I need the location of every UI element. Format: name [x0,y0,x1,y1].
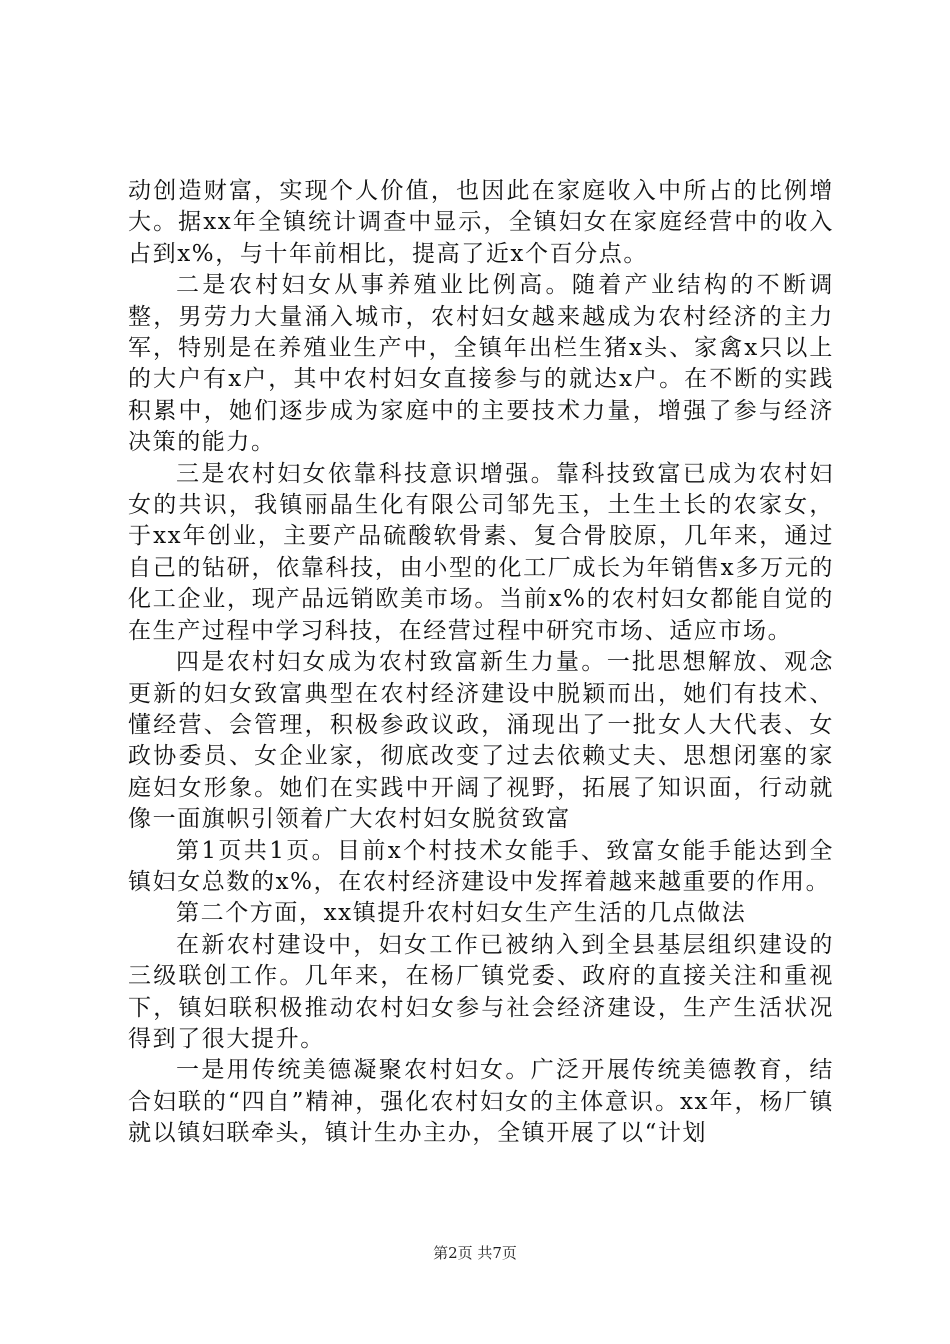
section-heading: 第二个方面，xx镇提升农村妇女生产生活的几点做法 [176,900,747,927]
paragraph-women-experts: 第1页共1页。目前x个村技术女能手、致富女能手能达到全镇妇女总数的x%，在农村经济建设中发挥着越来越重要的作用。 [128,837,835,895]
paragraph-breeding-industry: 二是农村妇女从事养殖业比例高。随着产业结构的不断调整，男劳力大量涌入城市，农村妇女越来越成为农村经济的主力军，特别是在养殖业生产中，全镇年出栏生猪x头、家禽x只以上的大户有x户，其中农村妇女直接参与的就达x户。在不断的实践积累中，她们逐步成为家庭中的主要技术力量，增强了参与经济决策的能力。 [128,272,834,456]
paragraph-science-technology: 三是农村妇女依靠科技意识增强。靠科技致富已成为农村妇女的共识，我镇丽晶生化有限公司邹先玉，土生土长的农家女，于xx年创业，主要产品硫酸软骨素、复合骨胶原，几年来，通过自己的钻研，依靠科技，由小型的化工厂成长为年销售x多万元的化工企业，现产品远销欧美市场。当前x%的农村妇女都能自觉的在生产过程中学习科技，在经营过程中研究市场、适应市场。 [128,460,834,644]
paragraph-traditional-virtues: 一是用传统美德凝聚农村妇女。广泛开展传统美德教育，结合妇联的“四自”精神，强化农村妇女的主体意识。xx年，杨厂镇就以镇妇联牵头，镇计生办主办，全镇开展了以“计划 [128,1057,834,1147]
document-body [128,176,834,1150]
paragraph-new-countryside: 在新农村建设中，妇女工作已被纳入到全县基层组织建设的三级联创工作。几年来，在杨厂镇党委、政府的直接关注和重视下，镇妇联积极推动农村妇女参与社会经济建设，生产生活状况得到了很大提升。 [128,931,834,1052]
paragraph-new-force: 四是农村妇女成为农村致富新生力量。一批思想解放、观念更新的妇女致富典型在农村经济建设中脱颖而出，她们有技术、懂经营、会管理，积极参政议政，涌现出了一批女人大代表、女政协委员、女企业家，彻底改变了过去依赖丈夫、思想闭塞的家庭妇女形象。她们在实践中开阔了视野，拓展了知识面，行动就像一面旗帜引领着广大农村妇女脱贫致富 [128,649,834,833]
page-footer [0,1243,950,1263]
page-number: 第2页 共7页 [433,1244,517,1262]
paragraph-continued: 动创造财富，实现个人价值，也因此在家庭收入中所占的比例增大。据xx年全镇统计调查中显示，全镇妇女在家庭经营中的收入占到x%，与十年前相比，提高了近x个百分点。 [128,178,834,267]
